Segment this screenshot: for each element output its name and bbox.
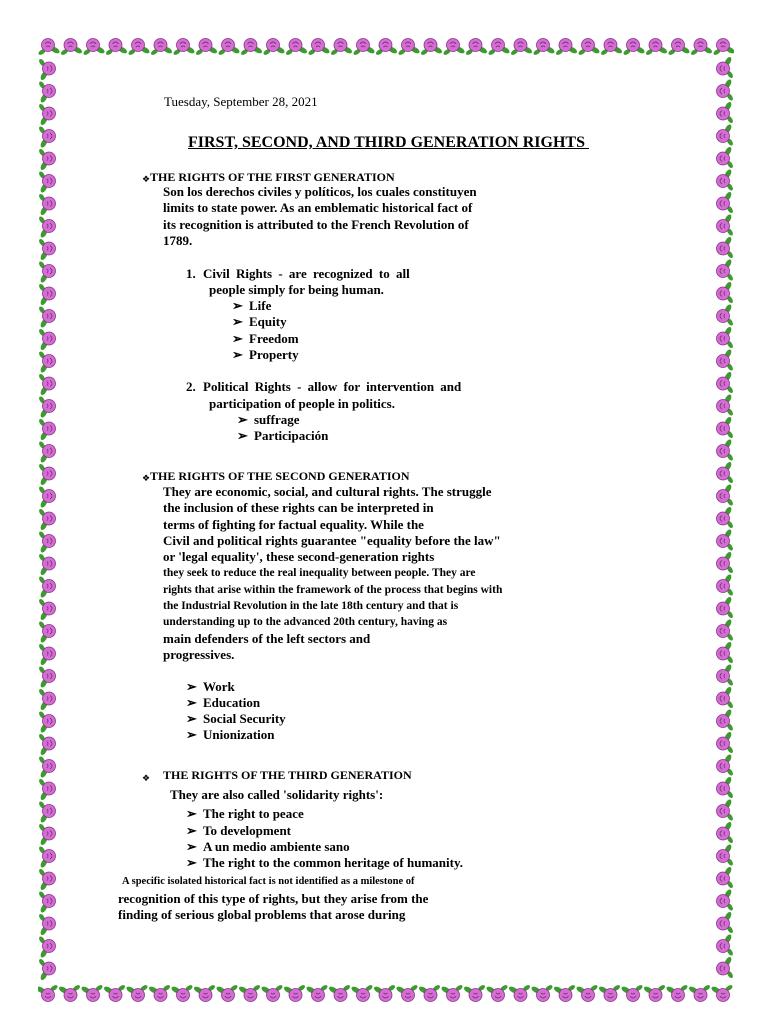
rose-icon bbox=[665, 984, 688, 1002]
list-item-label: The right to peace bbox=[203, 806, 304, 821]
rose-icon bbox=[690, 39, 713, 57]
rose-icon bbox=[38, 80, 56, 103]
list-item-property bbox=[232, 347, 299, 363]
paragraph-line: 1789. bbox=[163, 232, 193, 248]
rose-icon bbox=[717, 708, 735, 731]
rose-icon bbox=[553, 984, 576, 1002]
rose-icon bbox=[717, 371, 735, 394]
first-generation-paragraph bbox=[163, 184, 477, 249]
rose-icon bbox=[487, 39, 510, 57]
rose-icon bbox=[717, 933, 735, 956]
rose-icon bbox=[688, 984, 711, 1002]
list-item-label: The right to the common heritage of humanity. bbox=[203, 855, 463, 870]
rose-icon bbox=[717, 888, 735, 911]
rose-icon bbox=[307, 39, 330, 57]
rose-icon bbox=[717, 596, 735, 619]
list-item-development bbox=[186, 823, 291, 839]
list-item-label: Life bbox=[249, 298, 272, 313]
rose-icon bbox=[717, 843, 735, 866]
rose-icon bbox=[350, 984, 373, 1002]
rose-icon bbox=[38, 778, 56, 801]
rose-icon bbox=[667, 39, 690, 57]
rose-icon bbox=[285, 39, 308, 57]
arrow-bullet-icon: ➢ bbox=[186, 839, 197, 854]
second-generation-heading: THE RIGHTS OF THE SECOND GENERATION bbox=[150, 469, 410, 483]
list-item-life bbox=[232, 298, 271, 314]
arrow-bullet-icon: ➢ bbox=[186, 806, 197, 821]
rose-icon bbox=[38, 485, 56, 508]
rose-icon bbox=[712, 39, 734, 57]
rose-icon bbox=[645, 39, 668, 57]
rose-icon bbox=[710, 984, 733, 1002]
second-generation-paragraph bbox=[163, 484, 502, 663]
list-item-label: suffrage bbox=[254, 412, 300, 427]
rose-icon bbox=[283, 984, 306, 1002]
rose-icon bbox=[217, 39, 240, 57]
rose-icon bbox=[38, 39, 61, 57]
arrow-bullet-icon: ➢ bbox=[186, 711, 197, 726]
rose-icon bbox=[150, 39, 173, 57]
rose-icon bbox=[328, 984, 351, 1002]
rose-icon bbox=[717, 56, 735, 79]
document-title: FIRST, SECOND, AND THIRD GENERATION RIGHTS bbox=[188, 134, 589, 151]
rose-icon bbox=[38, 530, 56, 553]
rose-icon bbox=[38, 238, 56, 261]
arrow-bullet-icon: ➢ bbox=[237, 428, 248, 443]
rose-icon bbox=[717, 146, 735, 169]
rose-icon bbox=[717, 258, 735, 281]
third-generation-note: A specific isolated historical fact is not identified as a milestone of bbox=[122, 876, 415, 887]
rose-icon bbox=[717, 438, 735, 461]
rose-icon bbox=[38, 643, 56, 666]
rose-icon bbox=[38, 868, 56, 891]
rose-icon bbox=[38, 845, 56, 868]
rose-icon bbox=[717, 753, 735, 776]
list-item-unionization bbox=[186, 727, 275, 743]
list-item-label: Property bbox=[249, 347, 299, 362]
rose-icon bbox=[717, 326, 735, 349]
rose-icon bbox=[600, 39, 623, 57]
first-generation-heading: THE RIGHTS OF THE FIRST GENERATION bbox=[150, 170, 395, 184]
paragraph-line: rights that arise within the framework of the process that begins with bbox=[163, 583, 503, 596]
rose-icon bbox=[717, 416, 735, 439]
third-generation-intro: They are also called 'solidarity rights': bbox=[170, 787, 384, 802]
rose-icon bbox=[717, 776, 735, 799]
paragraph-line: the Industrial Revolution in the late 18th century and that is bbox=[163, 600, 459, 613]
rose-icon bbox=[38, 984, 59, 1002]
rose-icon bbox=[717, 393, 735, 416]
rose-icon bbox=[463, 984, 486, 1002]
document-date: Tuesday, September 28, 2021 bbox=[164, 94, 318, 109]
rose-icon bbox=[717, 686, 735, 709]
rose-icon bbox=[717, 78, 735, 101]
rose-icon bbox=[58, 984, 81, 1002]
rose-icon bbox=[717, 798, 735, 821]
paragraph-line: They are economic, social, and cultural rights. The struggle bbox=[163, 484, 492, 499]
list-item-suffrage bbox=[237, 412, 300, 428]
rose-icon bbox=[717, 866, 735, 889]
rose-icon bbox=[38, 260, 56, 283]
rose-icon bbox=[38, 598, 56, 621]
third-generation-closing bbox=[118, 891, 428, 924]
rose-icon bbox=[643, 984, 666, 1002]
paragraph-line: Son los derechos civiles y políticos, los cuales constituyen bbox=[163, 184, 477, 199]
arrow-bullet-icon: ➢ bbox=[186, 695, 197, 710]
rose-icon bbox=[717, 618, 735, 641]
list-item-label: A un medio ambiente sano bbox=[203, 839, 350, 854]
political-rights-number: 2. bbox=[186, 379, 196, 394]
list-item-label: Work bbox=[203, 679, 235, 694]
rose-icon bbox=[38, 395, 56, 418]
rose-icon bbox=[717, 101, 735, 124]
rose-icon bbox=[38, 755, 56, 778]
rose-icon bbox=[195, 39, 218, 57]
list-item-label: Social Security bbox=[203, 711, 286, 726]
rose-icon bbox=[598, 984, 621, 1002]
rose-icon bbox=[38, 418, 56, 441]
arrow-bullet-icon: ➢ bbox=[232, 298, 243, 313]
rose-icon bbox=[442, 39, 465, 57]
rose-icon bbox=[38, 620, 56, 643]
rose-icon bbox=[418, 984, 441, 1002]
rose-icon bbox=[575, 984, 598, 1002]
list-item-peace bbox=[186, 806, 304, 822]
rose-icon bbox=[717, 528, 735, 551]
list-item-label: To development bbox=[203, 823, 291, 838]
rose-icon bbox=[577, 39, 600, 57]
list-item-social-security bbox=[186, 711, 286, 727]
rose-icon bbox=[420, 39, 443, 57]
arrow-bullet-icon: ➢ bbox=[186, 823, 197, 838]
rose-icon bbox=[238, 984, 261, 1002]
list-item-work bbox=[186, 679, 235, 695]
political-rights-text-2: participation of people in politics. bbox=[209, 396, 395, 411]
rose-icon bbox=[620, 984, 643, 1002]
paragraph-line: terms of fighting for factual equality. While the bbox=[163, 516, 424, 532]
rose-icon bbox=[717, 236, 735, 259]
rose-icon bbox=[555, 39, 578, 57]
list-item-label: Freedom bbox=[249, 331, 299, 346]
paragraph-line: understanding up to the advanced 20th century, having as bbox=[163, 616, 448, 629]
rose-icon bbox=[717, 348, 735, 371]
rose-icon bbox=[373, 984, 396, 1002]
rose-icon bbox=[508, 984, 531, 1002]
rose-icon bbox=[38, 373, 56, 396]
rose-icon bbox=[465, 39, 488, 57]
rose-icon bbox=[148, 984, 171, 1002]
rose-icon bbox=[38, 440, 56, 463]
arrow-bullet-icon: ➢ bbox=[232, 331, 243, 346]
arrow-bullet-icon: ➢ bbox=[232, 314, 243, 329]
rose-icon bbox=[172, 39, 195, 57]
rose-icon bbox=[38, 958, 56, 981]
rose-icon bbox=[717, 168, 735, 191]
rose-icon bbox=[717, 573, 735, 596]
arrow-bullet-icon: ➢ bbox=[186, 727, 197, 742]
rose-icon bbox=[38, 148, 56, 171]
rose-icon bbox=[38, 710, 56, 733]
rose-icon bbox=[717, 123, 735, 146]
political-rights-text: Political Rights - allow for intervention and bbox=[203, 379, 462, 394]
rose-icon bbox=[395, 984, 418, 1002]
arrow-bullet-icon: ➢ bbox=[237, 412, 248, 427]
rose-icon bbox=[717, 956, 735, 979]
rose-icon bbox=[38, 103, 56, 126]
rose-icon bbox=[38, 350, 56, 373]
rose-icon bbox=[38, 215, 56, 238]
list-item-education bbox=[186, 695, 260, 711]
arrow-bullet-icon: ➢ bbox=[232, 347, 243, 362]
rose-icon bbox=[103, 984, 126, 1002]
civil-rights-text: Civil Rights - are recognized to all bbox=[203, 266, 410, 281]
rose-icon bbox=[717, 506, 735, 529]
rose-icon bbox=[38, 58, 56, 81]
arrow-bullet-icon: ➢ bbox=[186, 679, 197, 694]
rose-icon bbox=[193, 984, 216, 1002]
rose-icon bbox=[717, 191, 735, 214]
paragraph-line: finding of serious global problems that arose during bbox=[118, 907, 406, 923]
rose-icon bbox=[38, 553, 56, 576]
rose-icon bbox=[38, 170, 56, 193]
rose-icon bbox=[717, 731, 735, 754]
diamond-bullet-icon: ❖ bbox=[142, 773, 151, 783]
rose-icon bbox=[38, 688, 56, 711]
list-item-participacion bbox=[237, 428, 328, 444]
rose-icon bbox=[717, 641, 735, 664]
rose-icon bbox=[127, 39, 150, 57]
rose-icon bbox=[717, 911, 735, 934]
rose-icon bbox=[375, 39, 398, 57]
rose-icon bbox=[82, 39, 105, 57]
rose-icon bbox=[717, 461, 735, 484]
paragraph-line: its recognition is attributed to the French Revolution of bbox=[163, 216, 469, 232]
rose-icon bbox=[38, 328, 56, 351]
list-item-equity bbox=[232, 314, 287, 330]
list-item-label: Education bbox=[203, 695, 261, 710]
rose-icon bbox=[38, 665, 56, 688]
rose-icon bbox=[38, 935, 56, 958]
rose-icon bbox=[38, 283, 56, 306]
diamond-bullet-icon: ❖ bbox=[142, 174, 151, 184]
list-item-heritage bbox=[186, 855, 463, 871]
arrow-bullet-icon: ➢ bbox=[186, 855, 197, 870]
rose-icon bbox=[60, 39, 83, 57]
rose-icon bbox=[352, 39, 375, 57]
rose-icon bbox=[717, 213, 735, 236]
rose-icon bbox=[38, 305, 56, 328]
paragraph-line: they seek to reduce the real inequality between people. They are bbox=[163, 567, 476, 580]
paragraph-line: Civil and political rights guarantee "equality before the law" bbox=[163, 532, 501, 548]
list-item-freedom bbox=[232, 331, 299, 347]
rose-icon bbox=[170, 984, 193, 1002]
rose-icon bbox=[717, 821, 735, 844]
rose-icon bbox=[397, 39, 420, 57]
rose-icon bbox=[38, 823, 56, 846]
rose-icon bbox=[717, 483, 735, 506]
rose-icon bbox=[38, 193, 56, 216]
rose-icon bbox=[125, 984, 148, 1002]
rose-icon bbox=[440, 984, 463, 1002]
rose-icon bbox=[262, 39, 285, 57]
rose-icon bbox=[717, 551, 735, 574]
rose-icon bbox=[38, 890, 56, 913]
rose-icon bbox=[622, 39, 645, 57]
paragraph-line: limits to state power. As an emblematic historical fact of bbox=[163, 200, 473, 216]
rose-icon bbox=[38, 733, 56, 756]
list-item-label: Equity bbox=[249, 314, 287, 329]
rose-icon bbox=[330, 39, 353, 57]
rose-icon bbox=[260, 984, 283, 1002]
paragraph-line: or 'legal equality', these second-generation rights bbox=[163, 549, 435, 565]
list-item-environment bbox=[186, 839, 350, 855]
rose-icon bbox=[717, 663, 735, 686]
paragraph-line: recognition of this type of rights, but they arise from the bbox=[118, 891, 429, 906]
paragraph-line: the inclusion of these rights can be interpreted in bbox=[163, 500, 434, 516]
rose-icon bbox=[510, 39, 533, 57]
rose-icon bbox=[38, 463, 56, 486]
diamond-bullet-icon: ❖ bbox=[142, 473, 151, 483]
list-item-label: Participación bbox=[254, 428, 329, 443]
rose-icon bbox=[305, 984, 328, 1002]
paragraph-line: main defenders of the left sectors and bbox=[163, 630, 371, 646]
third-generation-heading: THE RIGHTS OF THE THIRD GENERATION bbox=[163, 768, 412, 782]
rose-icon bbox=[215, 984, 238, 1002]
paragraph-line: progressives. bbox=[163, 646, 235, 662]
rose-icon bbox=[485, 984, 508, 1002]
rose-icon bbox=[80, 984, 103, 1002]
rose-icon bbox=[38, 508, 56, 531]
civil-rights-text-2: people simply for being human. bbox=[209, 282, 384, 297]
rose-icon bbox=[38, 913, 56, 936]
rose-icon bbox=[717, 303, 735, 326]
rose-icon bbox=[530, 984, 553, 1002]
rose-icon bbox=[38, 800, 56, 823]
list-item-label: Unionization bbox=[203, 727, 275, 742]
rose-icon bbox=[717, 281, 735, 304]
rose-icon bbox=[38, 575, 56, 598]
civil-rights-number: 1. bbox=[186, 266, 196, 281]
rose-icon bbox=[240, 39, 263, 57]
rose-icon bbox=[105, 39, 128, 57]
rose-icon bbox=[532, 39, 555, 57]
rose-icon bbox=[38, 125, 56, 148]
